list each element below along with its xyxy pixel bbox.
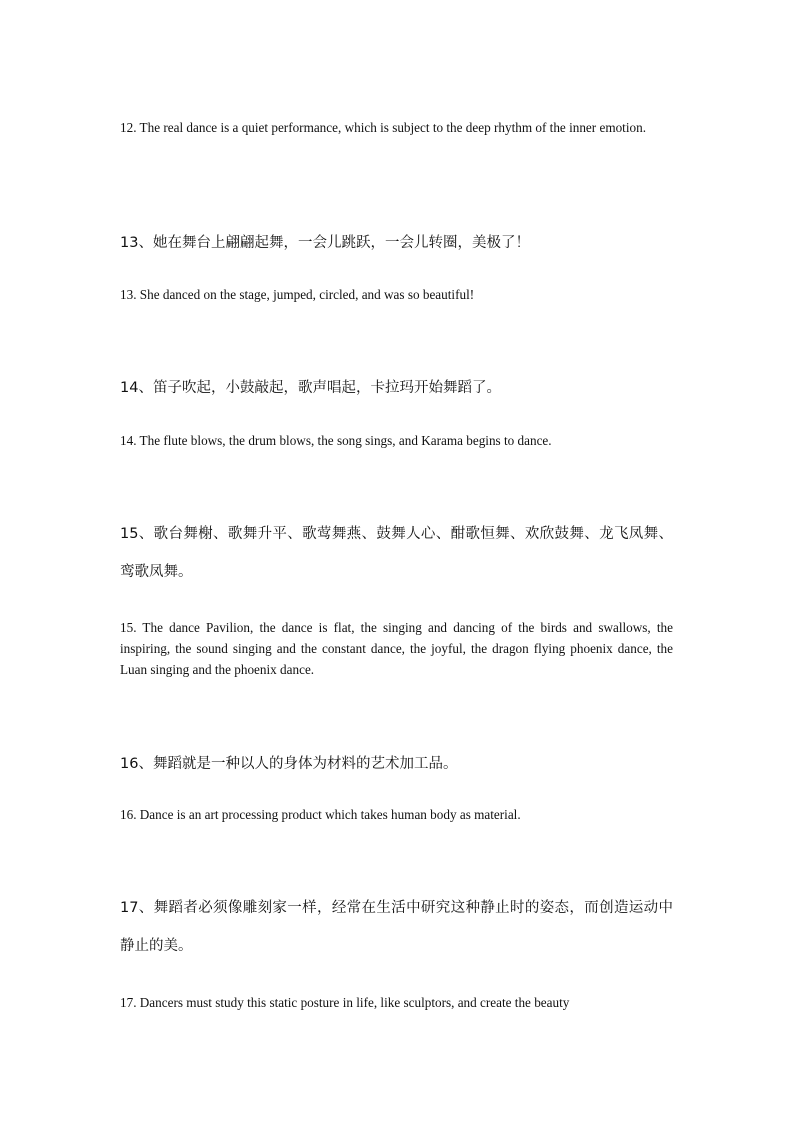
paragraph-13-chinese: 13、她在舞台上翩翩起舞，一会儿跳跃，一会儿转圈，美极了！ — [120, 235, 530, 251]
paragraph-13-english: 13. She danced on the stage, jumped, circled, and was so beautiful! — [120, 287, 475, 302]
paragraph-16-english: 16. Dance is an art processing product which takes human body as material. — [120, 807, 521, 822]
paragraph-15-chinese: 15、歌台舞榭、歌舞升平、歌莺舞燕、鼓舞人心、酣歌恒舞、欢欣鼓舞、龙飞凤舞、鸾歌凤舞。 — [120, 526, 673, 580]
paragraph-15-english: 15. The dance Pavilion, the dance is flat, the singing and dancing of the birds and swallows, the inspiring, the sound singing and the constant dance, the joyful, the dragon flying phoenix dance, the Luan singing and the phoenix dance. — [120, 620, 673, 677]
paragraph-17-english: 17. Dancers must study this static posture in life, like sculptors, and create the beauty — [120, 995, 570, 1010]
paragraph-14-english: 14. The flute blows, the drum blows, the song sings, and Karama begins to dance. — [120, 433, 552, 448]
paragraph-12-english: 12. The real dance is a quiet performance, which is subject to the deep rhythm of the inner emotion. — [120, 120, 646, 135]
paragraph-17-chinese: 17、舞蹈者必须像雕刻家一样，经常在生活中研究这种静止时的姿态，而创造运动中静止的美。 — [120, 900, 673, 954]
paragraph-14-chinese: 14、笛子吹起，小鼓敲起，歌声唱起，卡拉玛开始舞蹈了。 — [120, 380, 501, 396]
paragraph-16-chinese: 16、舞蹈就是一种以人的身体为材料的艺术加工品。 — [120, 756, 458, 772]
